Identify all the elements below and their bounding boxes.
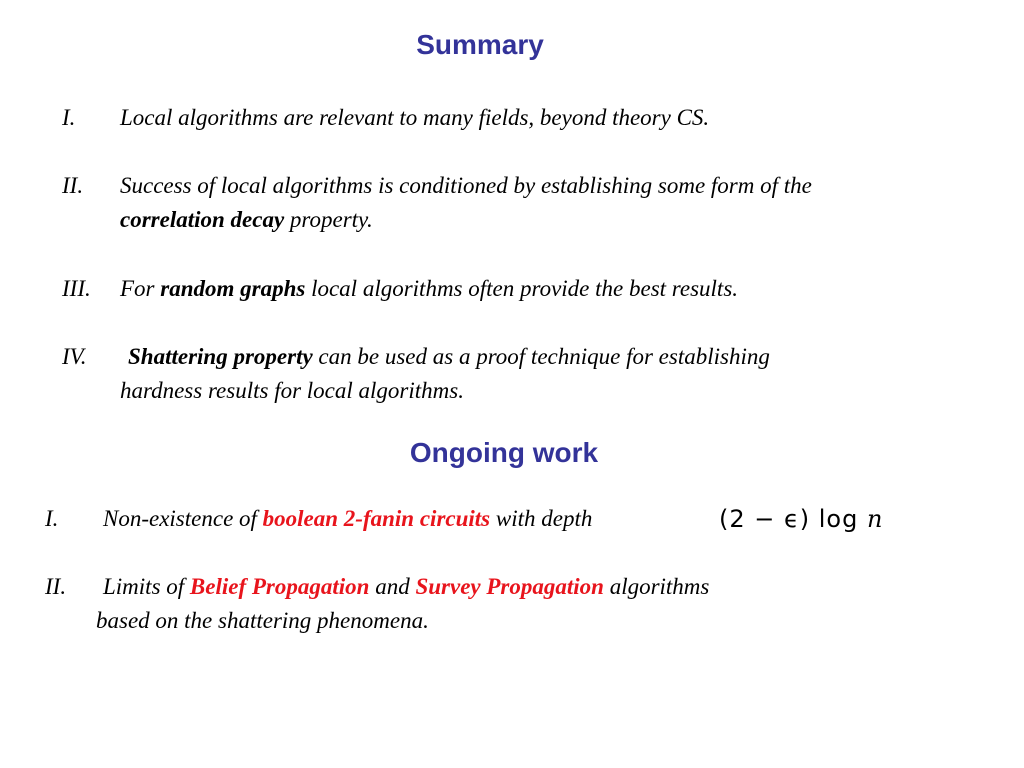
item-text-rest: algorithms	[603, 574, 710, 599]
item-number: III.	[62, 276, 91, 301]
item-number: IV.	[62, 344, 87, 369]
highlight-text: boolean 2-fanin circuits	[262, 506, 491, 531]
formula-variable: n	[866, 505, 884, 533]
item-text-rest: property.	[284, 207, 373, 232]
formula-text: (2 − ϵ) log	[719, 505, 859, 533]
item-text-line2	[120, 203, 373, 237]
item-number: II.	[45, 574, 67, 599]
item-number: II.	[62, 173, 84, 198]
emphasis-text: random graphs	[160, 276, 306, 301]
item-text: Local algorithms are relevant to many fields, beyond theory CS.	[120, 105, 710, 130]
item-number: I.	[45, 506, 59, 531]
summary-title: Summary	[416, 29, 544, 60]
highlight-text: Survey Propagation	[415, 574, 604, 599]
item-text-pre: For	[120, 276, 161, 301]
item-text-line2: hardness results for local algorithms.	[120, 378, 464, 403]
item-text	[120, 272, 738, 306]
depth-formula	[719, 502, 883, 536]
item-text-line1	[103, 570, 709, 604]
item-text	[103, 502, 592, 536]
ongoing-work-title: Ongoing work	[409, 437, 599, 468]
item-text-line1: Success of local algorithms is conditioned by establishing some form of the	[120, 173, 812, 198]
item-text-mid: and	[369, 574, 416, 599]
item-text-pre: Limits of	[103, 574, 190, 599]
emphasis-text: Shattering property	[128, 344, 313, 369]
emphasis-text: correlation decay	[120, 207, 285, 232]
highlight-text: Belief Propagation	[189, 574, 370, 599]
item-number: I.	[62, 105, 76, 130]
item-text-rest: can be used as a proof technique for establishing	[312, 344, 770, 369]
item-text-pre: Non-existence of	[103, 506, 263, 531]
item-text-rest: with depth	[490, 506, 593, 531]
item-text-line1	[128, 340, 770, 374]
item-text-rest: local algorithms often provide the best results.	[305, 276, 739, 301]
item-text-line2: based on the shattering phenomena.	[96, 608, 429, 633]
